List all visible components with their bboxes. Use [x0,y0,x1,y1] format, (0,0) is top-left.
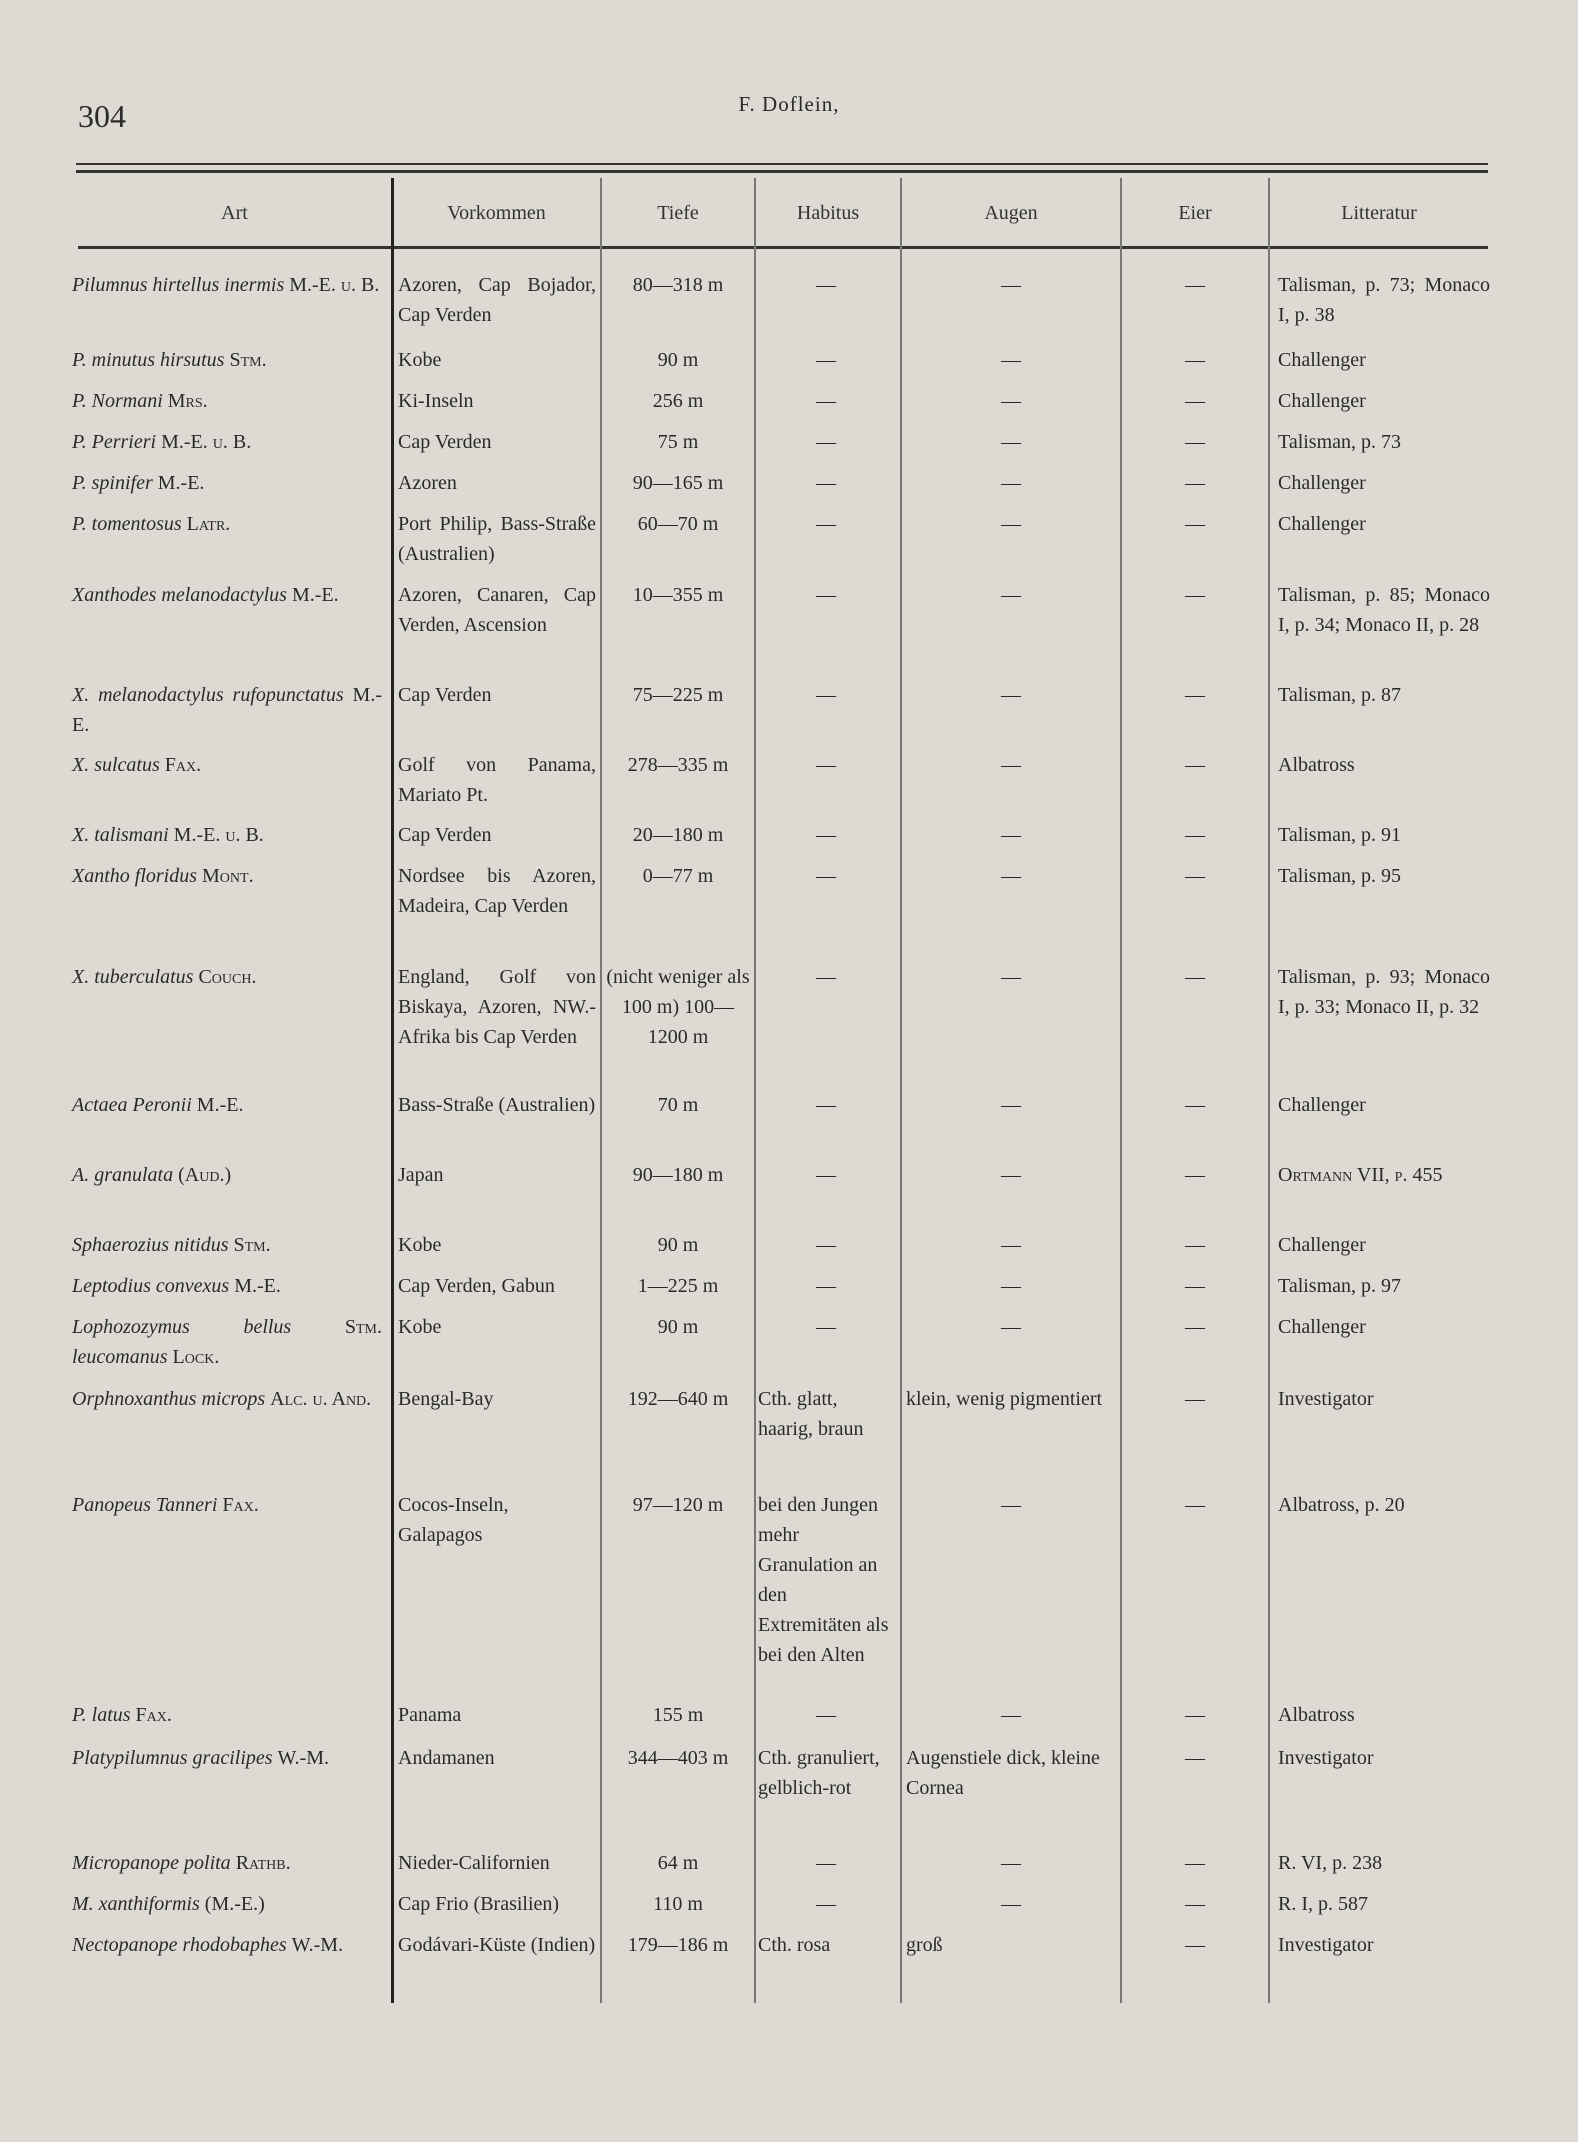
cell-augen: — [1001,349,1021,371]
cell-eier: — [1185,1388,1205,1410]
cell-eier: — [1185,1094,1205,1116]
cell-augen: — [1001,824,1021,846]
cell-tiefe: 90—180 m [632,1164,724,1186]
species-author: Fax. [164,754,202,776]
cell-augen: — [1001,1234,1021,1256]
species-author: Alc. u. And. [270,1388,372,1410]
cell-art [72,820,382,850]
species-author: M.-E. [196,1094,244,1116]
species-name: Orphnoxanthus microps [72,1388,271,1410]
species-name: A. granulata [72,1164,179,1186]
cell-vork: Azoren [398,472,457,494]
species-author: Stm. [344,1316,382,1338]
cell-vork: Port Philip, Bass-Straße (Australien) [398,513,596,565]
cell-tiefe: 256 m [652,390,704,412]
cell-eier: — [1185,1234,1205,1256]
species-name: X. talismani [72,824,174,846]
cell-eier: — [1185,824,1205,846]
cell-tiefe: 90 m [657,1316,699,1338]
cell-art [72,1490,382,1520]
cell-eier: — [1185,966,1205,988]
cell-eier: — [1185,1164,1205,1186]
column-divider [1268,178,1270,2003]
species-name: Sphaerozius nitidus [72,1234,234,1256]
column-header-art: Art [221,202,248,224]
cell-art [72,509,382,539]
cell-art [72,270,382,300]
cell-augen: — [1001,1852,1021,1874]
cell-art [72,1848,382,1878]
cell-litt: Challenger [1278,390,1366,412]
cell-litt: Challenger [1278,349,1366,371]
species-author: Latr. [186,513,231,535]
cell-vork: Japan [398,1164,444,1186]
cell-tiefe: 179—186 m [627,1934,729,1956]
column-divider [1120,178,1122,2003]
cell-habitus: — [816,1852,836,1874]
cell-tiefe: 1—225 m [637,1275,719,1297]
species-name: X. tuberculatus [72,966,199,988]
cell-litt: Challenger [1278,1094,1366,1116]
cell-augen: — [1001,754,1021,776]
cell-art [72,468,382,498]
cell-litt: Talisman, p. 85; Monaco I, p. 34; Monaco II, p. 28 [1278,584,1490,636]
cell-tiefe: 192—640 m [627,1388,729,1410]
cell-augen: — [1001,431,1021,453]
cell-litt: Albatross [1278,754,1355,776]
species-name: X. melanodactylus rufopunctatus [72,684,353,706]
cell-vork: Bengal-Bay [398,1388,494,1410]
cell-augen: — [1001,1316,1021,1338]
cell-eier: — [1185,513,1205,535]
species-author: W.-M. [291,1934,344,1956]
cell-vork: Godávari-Küste (Indien) [398,1934,596,1956]
column-header-augen: Augen [984,202,1038,224]
species-author: Couch. [198,966,257,988]
cell-habitus: — [816,1094,836,1116]
cell-vork: Cocos-Inseln, Galapagos [398,1494,509,1546]
species-author: M.-E. u. B. [289,274,380,296]
cell-litt: Talisman, p. 93; Monaco I, p. 33; Monaco II, p. 32 [1278,966,1490,1018]
cell-habitus: — [816,349,836,371]
cell-habitus: Cth. granuliert, gelblich-rot [758,1747,880,1799]
cell-tiefe: 64 m [657,1852,699,1874]
species-name: P. Perrieri [72,431,162,453]
cell-litt: Talisman, p. 87 [1278,684,1402,706]
species-name: Pilumnus hirtellus inermis [72,274,290,296]
cell-eier: — [1185,684,1205,706]
species-name: Panopeus Tanneri [72,1494,223,1516]
cell-habitus: Cth. glatt, haarig, braun [758,1388,864,1440]
species-name: leucomanus [72,1346,173,1368]
species-author: Lock. [172,1346,220,1368]
cell-vork: Azoren, Canaren, Cap Verden, Ascension [398,584,596,636]
cell-augen: — [1001,1494,1021,1516]
cell-art [72,1230,382,1260]
cell-habitus: — [816,754,836,776]
cell-art [72,1160,382,1190]
cell-habitus: — [816,1316,836,1338]
cell-tiefe: 10—355 m [632,584,724,606]
cell-art [72,962,382,992]
cell-augen: — [1001,1094,1021,1116]
cell-litt: Talisman, p. 91 [1278,824,1402,846]
cell-art [72,1384,382,1414]
cell-augen: — [1001,966,1021,988]
species-name: P. spinifer [72,472,158,494]
column-header-habitus: Habitus [796,202,860,224]
running-head: F. Doflein, [738,92,840,116]
cell-vork: Cap Verden [398,431,492,453]
column-header-eier: Eier [1178,202,1212,224]
cell-litt: Ortmann VII, p. 455 [1278,1164,1443,1186]
cell-art [72,1889,382,1919]
species-author: Rathb. [235,1852,291,1874]
cell-art [72,680,382,740]
cell-tiefe: 90 m [657,1234,699,1256]
cell-habitus: — [816,1234,836,1256]
cell-art [72,750,382,780]
column-header-tiefe: Tiefe [657,202,699,224]
cell-vork: Cap Verden [398,684,492,706]
cell-tiefe: 110 m [653,1893,703,1915]
cell-litt: Talisman, p. 97 [1278,1275,1402,1297]
cell-art [72,1090,382,1120]
cell-vork: Golf von Panama, Mariato Pt. [398,754,596,806]
cell-eier: — [1185,1747,1205,1769]
column-header-vorkommen: Vorkommen [447,202,546,224]
species-author: Mrs. [167,390,208,412]
cell-eier: — [1185,349,1205,371]
cell-vork: Cap Verden, Gabun [398,1275,555,1297]
cell-tiefe: 0—77 m [642,865,714,887]
cell-art [72,1930,382,1960]
species-name: P. tomentosus [72,513,187,535]
cell-augen: — [1001,684,1021,706]
species-author: M.-E. u. B. [173,824,264,846]
cell-art [72,386,382,416]
cell-tiefe: 155 m [652,1704,704,1726]
header-rule [78,246,1488,249]
species-author: Mont. [202,865,254,887]
cell-augen: — [1001,1893,1021,1915]
cell-tiefe: 344—403 m [627,1747,729,1769]
cell-tiefe: 60—70 m [637,513,719,535]
species-name: Micropanope polita [72,1852,236,1874]
cell-vork: Azoren, Cap Bojador, Cap Verden [398,274,596,326]
top-rule [76,163,1488,165]
cell-tiefe: 278—335 m [627,754,729,776]
cell-vork: Cap Verden [398,824,492,846]
cell-eier: — [1185,1934,1205,1956]
cell-tiefe: 75 m [657,431,699,453]
species-author: M.-E. [157,472,205,494]
cell-augen: — [1001,274,1021,296]
cell-art [72,1312,382,1372]
cell-eier: — [1185,1316,1205,1338]
species-author: Stm. [229,349,267,371]
species-name: Leptodius convexus [72,1275,235,1297]
cell-eier: — [1185,1852,1205,1874]
cell-habitus: — [816,824,836,846]
cell-habitus: — [816,1704,836,1726]
cell-habitus: — [816,865,836,887]
cell-tiefe: 90 m [657,349,699,371]
cell-habitus: — [816,390,836,412]
cell-litt: R. VI, p. 238 [1278,1852,1383,1874]
cell-augen: — [1001,865,1021,887]
cell-vork: England, Golf von Biskaya, Azoren, NW.-Afrika bis Cap Verden [398,966,596,1048]
cell-eier: — [1185,754,1205,776]
cell-tiefe: 70 m [657,1094,699,1116]
cell-litt: Investigator [1278,1388,1374,1410]
species-author: M.-E. [72,684,382,736]
species-name: Actaea Peronii [72,1094,197,1116]
column-divider [754,178,756,2003]
column-divider [391,178,394,2003]
cell-litt: Albatross, p. 20 [1278,1494,1405,1516]
cell-habitus: — [816,1164,836,1186]
cell-eier: — [1185,1893,1205,1915]
cell-augen: groß [906,1934,943,1956]
species-author: M.-E. u. B. [161,431,252,453]
cell-tiefe: 80—318 m [632,274,724,296]
cell-art [72,580,382,610]
species-name: Xanthodes melanodactylus [72,584,292,606]
cell-habitus: — [816,472,836,494]
cell-litt: Talisman, p. 73; Monaco I, p. 38 [1278,274,1490,326]
cell-tiefe: 97—120 m [632,1494,724,1516]
cell-habitus: bei den Jungen mehr Granulation an den Extremitäten als bei den Alten [758,1494,889,1666]
cell-augen: klein, wenig pigmentiert [906,1388,1103,1410]
cell-augen: — [1001,1704,1021,1726]
species-author: W.-M. [277,1747,330,1769]
species-author: Stm. [233,1234,271,1256]
column-header-litteratur: Litteratur [1341,202,1417,224]
cell-eier: — [1185,584,1205,606]
cell-augen: — [1001,390,1021,412]
cell-art [72,1271,382,1301]
cell-tiefe: 90—165 m [632,472,724,494]
species-author: Fax. [222,1494,259,1516]
cell-eier: — [1185,431,1205,453]
cell-litt: Challenger [1278,1234,1366,1256]
cell-vork: Kobe [398,1234,442,1256]
species-name: P. Normani [72,390,168,412]
cell-augen: — [1001,513,1021,535]
cell-habitus: — [816,274,836,296]
cell-vork: Bass-Straße (Australien) [398,1094,596,1116]
cell-tiefe: 20—180 m [632,824,724,846]
cell-eier: — [1185,865,1205,887]
cell-habitus: — [816,1275,836,1297]
cell-habitus: Cth. rosa [758,1934,831,1956]
cell-vork: Kobe [398,349,442,371]
cell-art [72,345,382,375]
cell-tiefe: (nicht weniger als 100 m) 100—1200 m [606,966,750,1048]
species-author: (Aud.) [178,1164,232,1186]
cell-habitus: — [816,584,836,606]
cell-litt: Investigator [1278,1934,1374,1956]
cell-augen: — [1001,584,1021,606]
cell-litt: Challenger [1278,472,1366,494]
cell-augen: — [1001,1164,1021,1186]
cell-vork: Nieder-Californien [398,1852,550,1874]
species-name: Platypilumnus gracilipes [72,1747,278,1769]
cell-litt: Albatross [1278,1704,1355,1726]
cell-habitus: — [816,966,836,988]
cell-vork: Ki-Inseln [398,390,474,412]
column-divider [600,178,602,2003]
cell-eier: — [1185,1494,1205,1516]
cell-vork: Nordsee bis Azoren, Madeira, Cap Verden [398,865,596,917]
cell-vork: Panama [398,1704,462,1726]
cell-vork: Cap Frio (Brasilien) [398,1893,560,1915]
cell-eier: — [1185,274,1205,296]
cell-litt: Talisman, p. 95 [1278,865,1402,887]
cell-litt: Challenger [1278,1316,1366,1338]
cell-eier: — [1185,390,1205,412]
cell-augen: Augenstiele dick, kleine Cornea [906,1747,1100,1799]
species-name: Lophozozymus bellus [72,1316,345,1338]
cell-art [72,427,382,457]
species-name: X. sulcatus [72,754,165,776]
species-author: M.-E. [234,1275,281,1297]
species-name: M. xanthiformis [72,1893,205,1915]
cell-art [72,1700,382,1730]
cell-tiefe: 75—225 m [632,684,724,706]
species-author: M.-E. [291,584,339,606]
cell-habitus: — [816,684,836,706]
cell-litt: Challenger [1278,513,1366,535]
cell-vork: Andamanen [398,1747,495,1769]
top-rule-double [76,170,1488,173]
species-author: Fax. [135,1704,172,1726]
cell-augen: — [1001,1275,1021,1297]
species-name: Nectopanope rhodobaphes [72,1934,292,1956]
species-name: P. minutus hirsutus [72,349,230,371]
cell-art [72,861,382,891]
cell-litt: R. I, p. 587 [1278,1893,1368,1915]
cell-art [72,1743,382,1773]
cell-litt: Investigator [1278,1747,1374,1769]
cell-litt: Talisman, p. 73 [1278,431,1402,453]
species-name: P. latus [72,1704,136,1726]
cell-vork: Kobe [398,1316,442,1338]
cell-augen: — [1001,472,1021,494]
cell-habitus: — [816,1893,836,1915]
cell-habitus: — [816,431,836,453]
cell-eier: — [1185,1275,1205,1297]
page-number: 304 [78,98,126,134]
cell-eier: — [1185,472,1205,494]
column-divider [900,178,902,2003]
species-author: (M.-E.) [204,1893,265,1915]
species-name: Xantho floridus [72,865,203,887]
cell-habitus: — [816,513,836,535]
cell-eier: — [1185,1704,1205,1726]
